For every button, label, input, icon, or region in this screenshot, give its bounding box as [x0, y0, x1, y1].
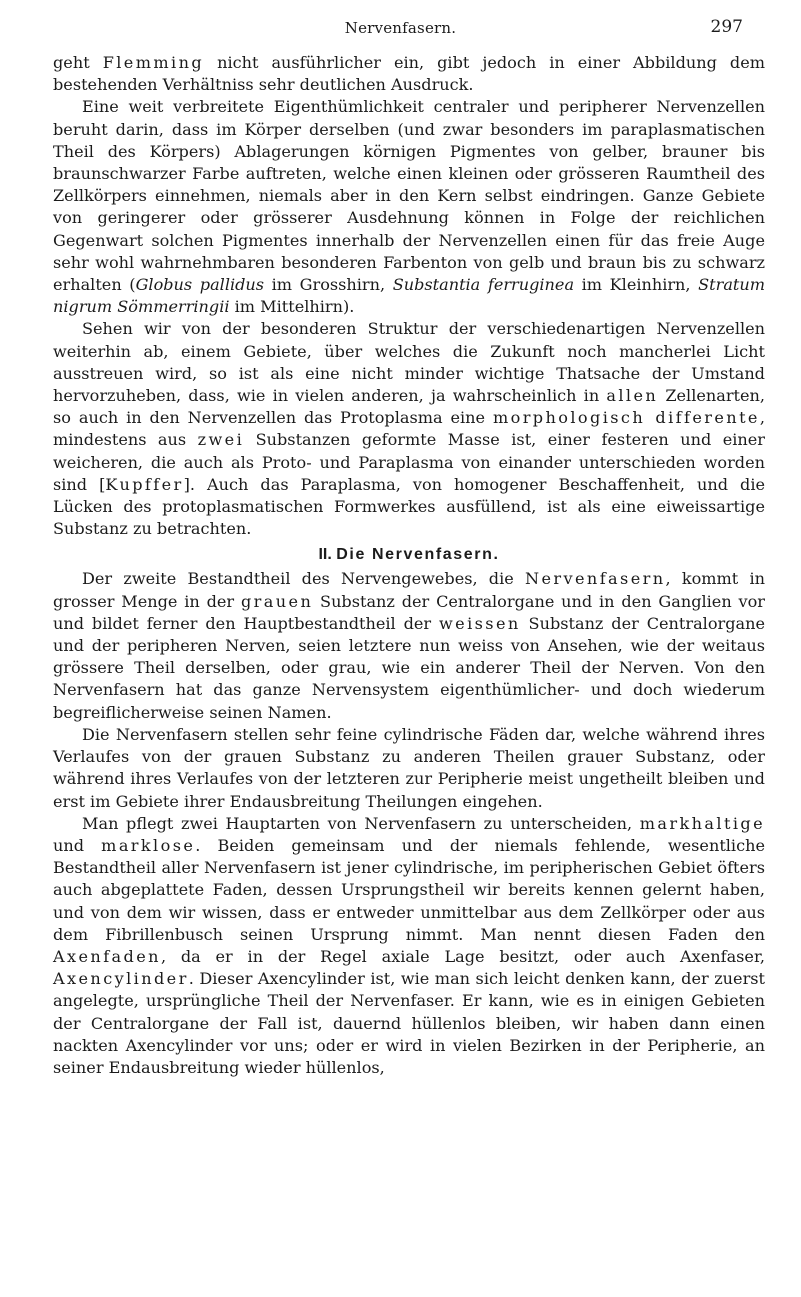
text-run: Der zweite Bestandtheil des Nervengewebes, die — [82, 569, 526, 589]
text-run: Man pflegt zwei Hauptarten von Nervenfasern zu unterscheiden, — [82, 813, 640, 833]
text-run: und — [53, 835, 102, 855]
section-numeral: II. — [318, 546, 332, 564]
text-run: Eine weit verbreitete Eigenthümlichkeit centraler und peripherer Nervenzellen beruht darin, dass im Körper derselben (und zwar besonders im paraplasmatischen Theil des Körpers) Ablagerungen körnigen Pigmentes von gelber, brauner bis braunschwarzer Farbe auftreten, welche einen kleinen oder grösseren Raumtheil des Zellkörpers einnehmen, niemals aber in den Kern selbst eindringen. Ganze Gebiete von geringerer oder grösserer Ausdehnung können in Folge der reichlichen Gegenwart solchen Pigmentes innerhalb der Nervenzellen einen für das freie Auge sehr wohl wahrnehmbaren besonderen Farbenton von gelb und braun bis zu schwarz erhalten ( — [53, 97, 765, 295]
spaced-emphasis: allen — [606, 386, 659, 406]
page-number: 297 — [710, 17, 743, 37]
running-head — [0, 17, 801, 41]
spaced-emphasis: Axenfaden — [53, 946, 161, 966]
italic-term: Globus pallidus — [135, 275, 265, 295]
text-run: , da er in der Regel axiale Lage besitzt, oder auch Axenfaser, — [160, 946, 765, 966]
text-run: Zellenarten, so auch in den Nervenzellen das Protoplasma eine — [53, 386, 765, 428]
spaced-emphasis: Axencylinder — [53, 969, 189, 989]
text-run: im Mittelhirn). — [229, 297, 355, 317]
text-run: nicht ausführlicher ein, gibt jedoch in einer Abbildung dem bestehenden Verhältniss sehr deutlichen Ausdruck. — [53, 53, 766, 95]
paragraph-3 — [53, 318, 765, 540]
paragraph-2 — [53, 96, 765, 318]
spaced-emphasis: markhaltige — [639, 813, 765, 833]
paragraph-5 — [53, 724, 765, 813]
text-run: . Beiden gemeinsam und der niemals fehlende, wesentliche Bestandtheil aller Nervenfasern ist jener cylindrische, im peripherischen Gebiet öfters auch abgeplattete Faden, dessen Ursprungstheil wir bereits kennen gelernt haben, und von dem wir wissen, dass er entweder unmittelbar aus dem Zellkörper oder aus dem Fibrillenbusch seinen Ursprung nimmt. Man nennt diesen Faden den — [53, 835, 765, 944]
text-run: Substanz der Centralorgane und der peripheren Nerven, seien letztere nun weiss von Ansehen, wie der weitaus grössere Theil derselben, oder grau, wie ein anderer Theil der Nerven. Von den Nervenfasern hat das ganze Nervensystem eigenthümlicher- und doch wiederum begreiflicherweise seinen Namen. — [53, 613, 765, 722]
paragraph-1 — [53, 52, 765, 96]
text-run: , mindestens aus — [53, 408, 765, 450]
running-title: Nervenfasern. — [344, 19, 457, 37]
text-run: Sehen wir von der besonderen Struktur der verschiedenartigen Nervenzellen weiterhin ab, einem Gebiete, über welches die Zukunft noch mancherlei Licht ausstreuen wird, so ist als eine nicht minder wichtige Thatsache der Umstand hervorzuheben, dass, wie in vielen anderen, ja wahrscheinlich in — [53, 319, 765, 406]
text-run: , kommt in grosser Menge in der — [53, 569, 765, 611]
spaced-emphasis: zwei — [197, 430, 245, 450]
body-text — [53, 52, 765, 1079]
text-run: Substanzen geformte Masse ist, einer festeren und einer weicheren, die auch als Proto- und Paraplasma von einander unterschieden worden sind [ — [53, 430, 765, 494]
text-run: im Kleinhirn, — [574, 275, 699, 295]
text-run: . Dieser Axencylinder ist, wie man sich leicht denken kann, der zuerst angelegte, ursprüngliche Theil der Nervenfaser. Er kann, wie es in einigen Gebieten der Centralorgane der Fall ist, dauernd hüllenlos bleiben, wir haben dann einen nackten Axencylinder vor uns; oder er wird in vielen Bezirken in der Peripherie, an seiner Endausbreitung wieder hüllenlos, — [53, 969, 765, 1077]
italic-term: Substantia ferruginea — [392, 275, 575, 295]
text-run: Substanz der Centralorgane und in den Ganglien vor und bildet ferner den Hauptbestandtheil der — [53, 591, 765, 633]
text-run: im Grosshirn, — [264, 275, 393, 295]
spaced-name: Kupffer — [105, 474, 184, 494]
text-run: ]. Auch das Paraplasma, von homogener Beschaffenheit, und die Lücken des protoplasmatischen Formwerkes ausfüllend, ist als eine eiweissartige Substanz zu betrachten. — [53, 474, 766, 539]
text-run: geht — [53, 53, 103, 72]
paragraph-4 — [53, 568, 765, 723]
spaced-emphasis: grauen — [240, 591, 314, 611]
section-title: Die Nervenfasern. — [336, 546, 500, 564]
spaced-emphasis: marklose — [101, 835, 196, 855]
spaced-emphasis: Nervenfasern — [525, 569, 666, 589]
text-run: Die Nervenfasern stellen sehr feine cylindrische Fäden dar, welche während ihres Verlaufes von der grauen Substanz zu anderen Theilen grauer Substanz, oder während ihres Verlaufes von der letzteren zur Peripherie meist ungetheilt bleiben und erst im Gebiete ihrer Endausbreitung Theilungen eingehen. — [53, 724, 765, 811]
spaced-emphasis: morphologisch differente — [492, 408, 760, 428]
spaced-emphasis: weissen — [439, 613, 521, 633]
spaced-name: Flemming — [102, 53, 205, 72]
section-heading — [53, 546, 765, 564]
paragraph-6 — [53, 813, 765, 1079]
italic-term: Stratum nigrum Sömmerringii — [53, 275, 766, 317]
